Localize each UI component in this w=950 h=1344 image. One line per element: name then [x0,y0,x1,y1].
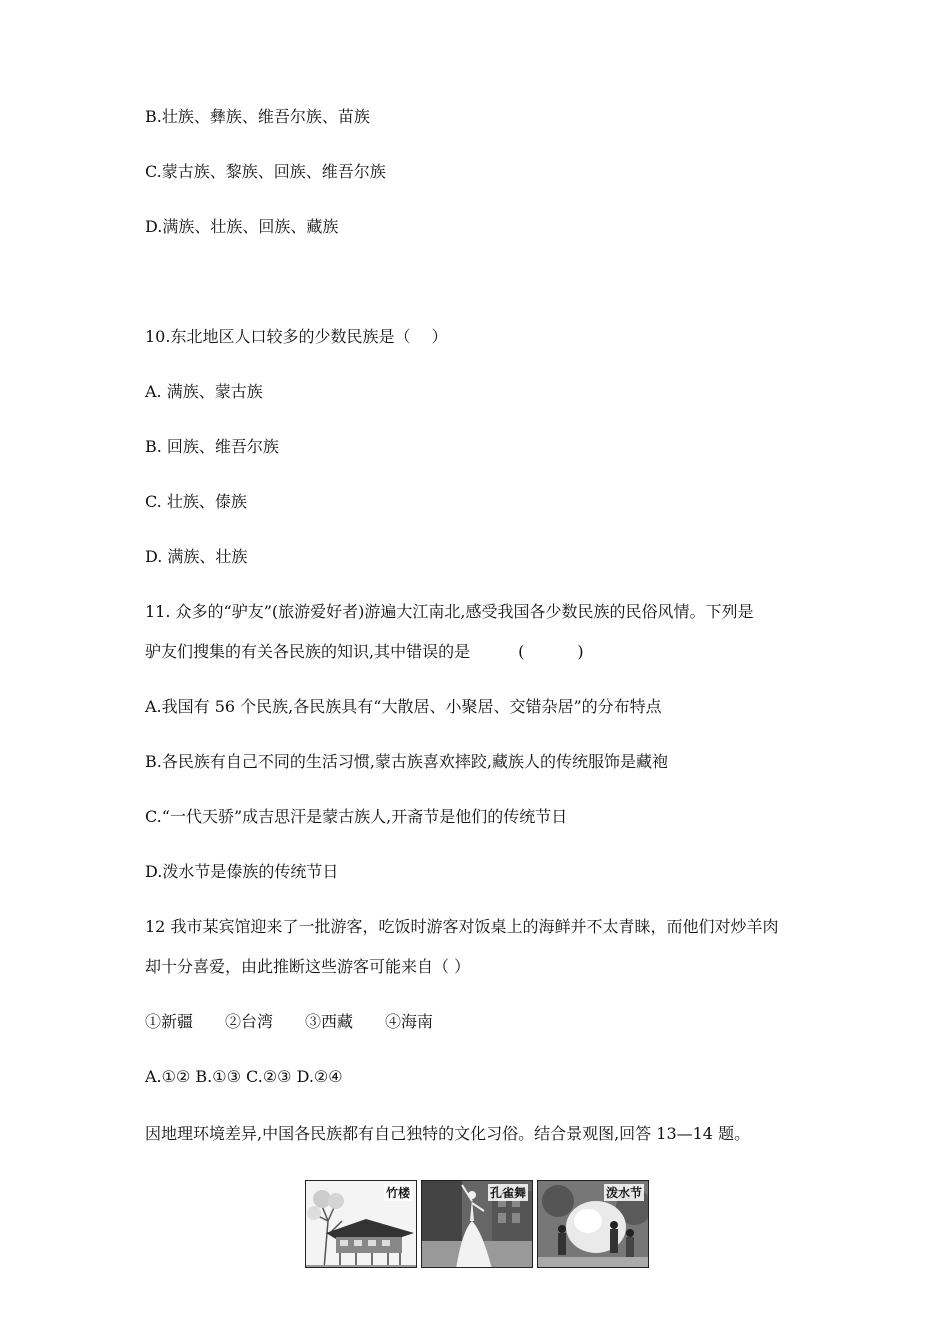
panel-label: 竹楼 [385,1186,410,1200]
q12-options: A.①② B.①③ C.②③ D.②④ [145,1067,343,1086]
landscape-figure [305,1180,649,1268]
q11-option-c: C.“一代天骄”成吉思汗是蒙古族人,开斋节是他们的传统节日 [145,807,568,826]
q9-option-b: B.壮族、彝族、维吾尔族、苗族 [145,107,370,126]
q9-option-c: C.蒙古族、黎族、回族、维吾尔族 [145,162,386,181]
q10-stem: 10.东北地区人口较多的少数民族是（ ） [145,327,448,346]
q11-stem-line2: 驴友们搜集的有关各民族的知识,其中错误的是 ( ) [145,642,584,661]
panel-label: 孔雀舞 [489,1186,526,1200]
q10-option-b: B. 回族、维吾尔族 [145,437,279,456]
panel-label: 泼水节 [605,1186,642,1200]
intro-13-14: 因地理环境差异,中国各民族都有自己独特的文化习俗。结合景观图,回答 13—14 题。 [145,1124,751,1143]
q11-stem-line1: 11. 众多的“驴友”(旅游爱好者)游遍大江南北,感受我国各少数民族的民俗风情。下列是 [145,602,754,621]
q11-option-b: B.各民族有自己不同的生活习惯,蒙古族喜欢摔跤,藏族人的传统服饰是藏袍 [145,752,669,771]
q12-places: ①新疆 ②台湾 ③西藏 ④海南 [145,1012,434,1031]
water-festival-image [537,1180,649,1268]
q10-option-c: C. 壮族、傣族 [145,492,247,511]
q11-option-a: A.我国有 56 个民族,各民族具有“大散居、小聚居、交错杂居”的分布特点 [145,697,662,716]
bamboo-house-image [305,1180,417,1268]
q12-stem-line1: 12 我市某宾馆迎来了一批游客，吃饭时游客对饭桌上的海鲜并不太青睐，而他们对炒羊肉 [145,917,779,936]
q10-option-d: D. 满族、壮族 [145,547,248,566]
q10-option-a: A. 满族、蒙古族 [145,382,263,401]
q12-stem-line2: 却十分喜爱，由此推断这些游客可能来自（ ） [145,957,471,976]
q9-option-d: D.满族、壮族、回族、藏族 [145,217,339,236]
q11-option-d: D.泼水节是傣族的传统节日 [145,862,339,881]
peacock-dance-image [421,1180,533,1268]
